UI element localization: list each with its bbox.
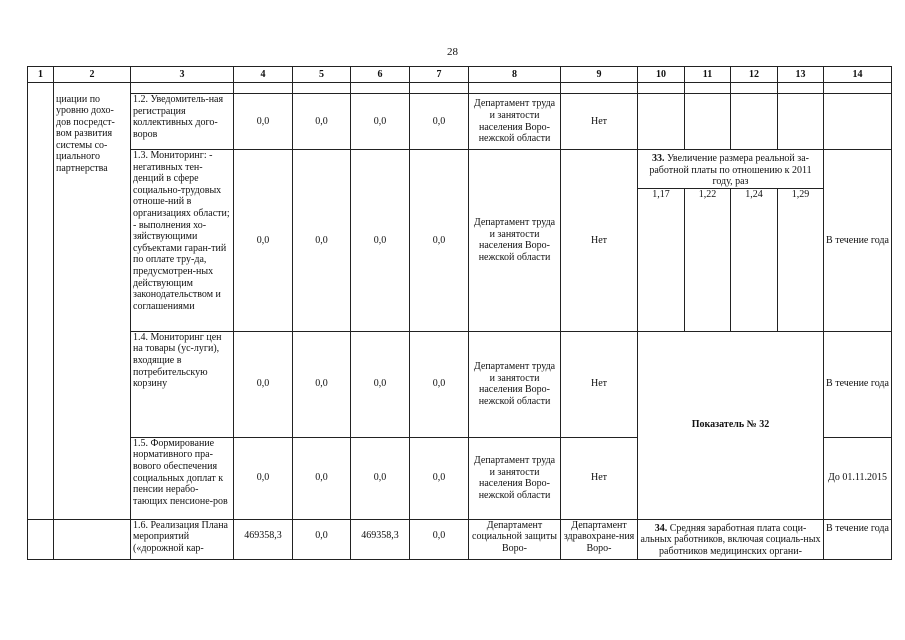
value-cell: 0,0 — [293, 519, 351, 559]
row-number-cell — [28, 94, 54, 520]
executor-cell: Департамент социальной защиты Воро- — [469, 519, 561, 559]
table-row — [28, 519, 892, 559]
indicator-text: Увеличение размера реальной за-работной платы по отношению к 2011 году, раз — [649, 153, 812, 188]
table-row — [28, 331, 892, 437]
header-cell: 11 — [685, 67, 731, 83]
indicator-value-cell: 1,24 — [731, 188, 778, 331]
term-cell: В течение года — [824, 331, 892, 437]
header-cell: 7 — [410, 67, 469, 83]
program-table — [27, 66, 892, 560]
row-number-cell — [28, 519, 54, 559]
header-cell: 4 — [234, 67, 293, 83]
indicator-number: 34. — [654, 522, 668, 534]
executor-cell: Департамент труда и занятости населения Воро-нежской области — [469, 94, 561, 150]
value-cell: 0,0 — [351, 331, 410, 437]
value-cell: 0,0 — [293, 331, 351, 437]
coexecutor-cell: Нет — [561, 94, 638, 150]
value-cell: 469358,3 — [234, 519, 293, 559]
term-cell: В течение года — [824, 150, 892, 332]
value-cell: 0,0 — [234, 150, 293, 332]
header-cell: 13 — [778, 67, 824, 83]
value-cell: 0,0 — [234, 94, 293, 150]
value-cell: 0,0 — [351, 94, 410, 150]
measure-cell: 1.3. Мониторинг: - негативных тен-денций в сфере социально-трудовых отноше-ний в организациях области; - выполнения хо-зяйствующими субъектами гаран-тий по оплате тру-да, предусмотрен-ных действующим законодательством и соглашениями — [131, 150, 234, 332]
value-cell: 0,0 — [234, 331, 293, 437]
indicator-title-cell — [638, 150, 824, 189]
indicator-value-cell — [638, 94, 685, 150]
header-cell: 6 — [351, 67, 410, 83]
indicator-number: 33. — [651, 153, 665, 164]
goal-cell: циации по уровню дохо-дов посредст-вом развития системы со-циального партнерства — [54, 94, 131, 520]
measure-cell: 1.4. Мониторинг цен на товары (ус-луги), входящие в потребительскую корзину — [131, 331, 234, 437]
value-cell: 0,0 — [234, 437, 293, 519]
header-cell: 14 — [824, 67, 892, 83]
value-cell: 0,0 — [410, 331, 469, 437]
indicator-value-cell: 1,29 — [778, 188, 824, 331]
header-cell: 12 — [731, 67, 778, 83]
value-cell: 0,0 — [351, 150, 410, 332]
executor-cell: Департамент труда и занятости населения Воро-нежской области — [469, 150, 561, 332]
value-cell: 0,0 — [293, 150, 351, 332]
header-cell: 3 — [131, 67, 234, 83]
merged-indicator-cell: Показатель № 32 — [638, 331, 824, 519]
measure-cell: 1.5. Формирование нормативного пра-вового обеспечения социальных доплат к пенсии нерабо-тающих пенсионе-ров — [131, 437, 234, 519]
indicator-title-cell — [638, 519, 824, 559]
measure-cell: 1.6. Реализация Плана мероприятий («дорожной кар- — [131, 519, 234, 559]
value-cell: 0,0 — [410, 437, 469, 519]
table-row — [28, 150, 892, 189]
header-cell: 8 — [469, 67, 561, 83]
page-number: 28 — [447, 46, 458, 58]
spacer-row — [28, 83, 892, 94]
header-cell: 9 — [561, 67, 638, 83]
goal-cell — [54, 519, 131, 559]
executor-cell: Департамент труда и занятости населения Воро-нежской области — [469, 331, 561, 437]
coexecutor-cell: Нет — [561, 331, 638, 437]
indicator-value-cell — [685, 94, 731, 150]
value-cell: 0,0 — [410, 519, 469, 559]
term-cell: До 01.11.2015 — [824, 437, 892, 519]
value-cell: 0,0 — [293, 437, 351, 519]
term-cell: В течение года — [824, 519, 892, 559]
value-cell: 0,0 — [410, 150, 469, 332]
value-cell: 0,0 — [293, 94, 351, 150]
indicator-value-cell — [778, 94, 824, 150]
executor-cell: Департамент труда и занятости населения Воро-нежской области — [469, 437, 561, 519]
indicator-value-cell: 1,17 — [638, 188, 685, 331]
coexecutor-cell: Департамент здравохране-ния Воро- — [561, 519, 638, 559]
coexecutor-cell: Нет — [561, 437, 638, 519]
coexecutor-cell: Нет — [561, 150, 638, 332]
term-cell — [824, 94, 892, 150]
table-row — [28, 94, 892, 150]
header-cell: 10 — [638, 67, 685, 83]
indicator-value-cell: 1,22 — [685, 188, 731, 331]
header-row — [28, 67, 892, 83]
measure-cell: 1.2. Уведомитель-ная регистрация коллективных дого-воров — [131, 94, 234, 150]
header-cell: 2 — [54, 67, 131, 83]
indicator-text: Средняя заработная плата соци-альных работников, включая социаль-ных работников медицинских органи- — [640, 522, 821, 557]
value-cell: 0,0 — [410, 94, 469, 150]
indicator-value-cell — [731, 94, 778, 150]
header-cell: 5 — [293, 67, 351, 83]
value-cell: 0,0 — [351, 437, 410, 519]
header-cell: 1 — [28, 67, 54, 83]
value-cell: 469358,3 — [351, 519, 410, 559]
